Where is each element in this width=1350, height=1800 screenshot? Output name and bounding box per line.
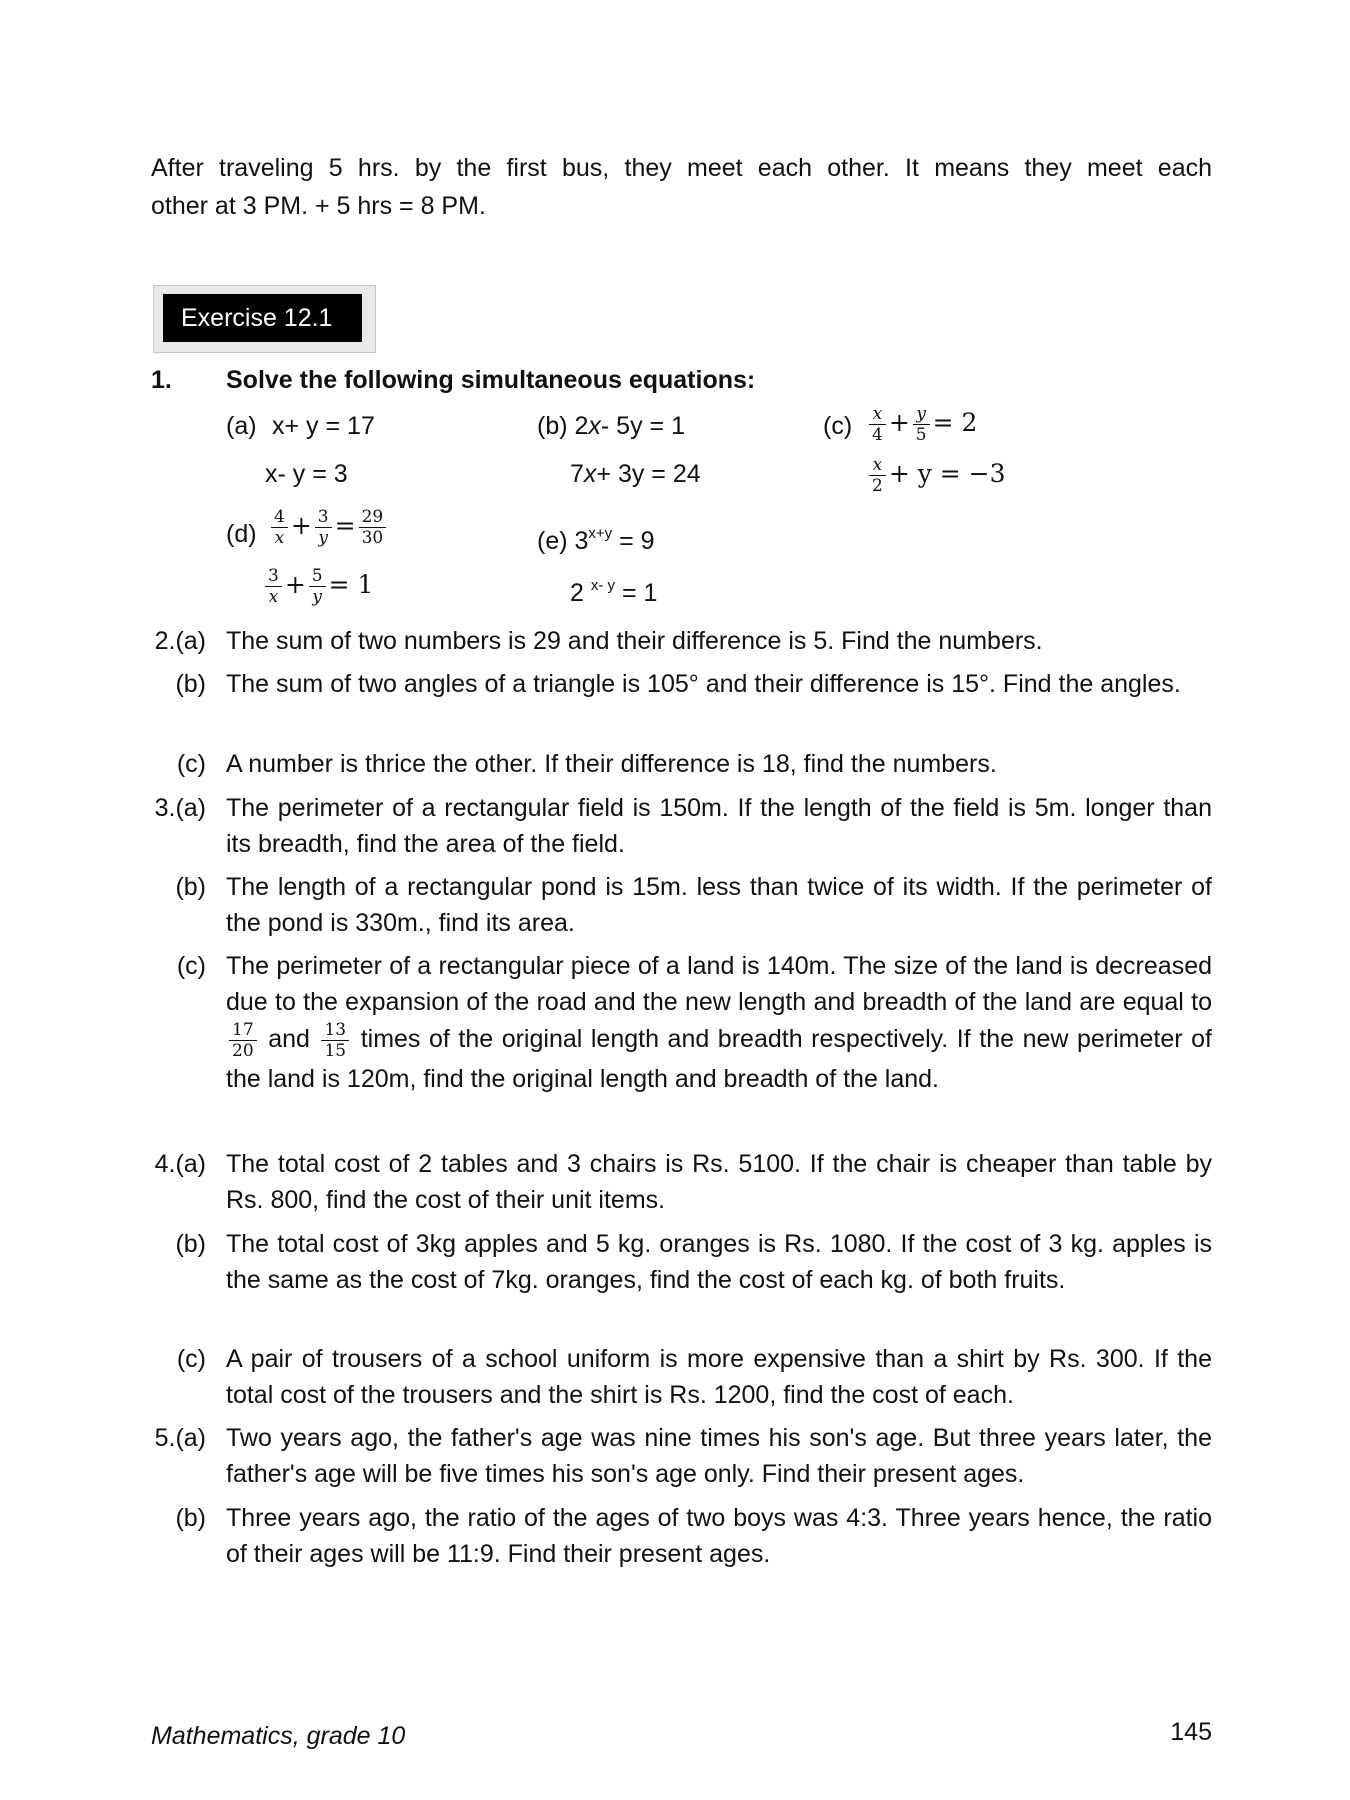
q1c-eq1-rhs: = 2: [932, 408, 978, 437]
q1c-frac-x-4: [869, 404, 886, 445]
q2b-label: (b): [175, 670, 206, 698]
q1e-exp1: x+y: [588, 525, 613, 542]
q4b-text: The total cost of 3kg apples and 5 kg. oranges is Rs. 1080. If the cost of 3 kg. apples is the same as the cost of 7kg. oranges, find the cost of each kg. of both fruits.: [226, 1230, 1212, 1294]
q1c-frac-y-5: [913, 404, 930, 445]
intro-line-2: other at 3 PM. + 5 hrs = 8 PM.: [151, 192, 486, 220]
q1b-var-x: x: [588, 412, 601, 440]
frac-den: 30: [361, 528, 384, 548]
q2b-text: The sum of two angles of a triangle is 105° and their difference is 15°. Find the angles.: [226, 670, 1181, 698]
frac-num: x: [872, 404, 883, 424]
q1d-eq2-rhs: = 1: [328, 570, 374, 599]
q1e-label: (e) 3: [537, 527, 589, 555]
q3c-text-part2: times of the original length and breadth respectively. If the new perimeter of the land is 120m, find the original length and breadth of the land.: [226, 1025, 1212, 1093]
frac-den: 2: [872, 476, 883, 496]
q3c-text-and: and: [268, 1025, 310, 1054]
footer-book-title: Mathematics, grade 10: [151, 1722, 406, 1750]
q1e-eq1-rhs: = 9: [612, 527, 655, 555]
q1a-label: (a): [226, 412, 257, 440]
q1b-eq2-var-x: x: [583, 460, 597, 488]
q4c-text: A pair of trousers of a school uniform is more expensive than a shirt by Rs. 300. If the total cost of the trousers and the shirt is Rs. 1200, find the cost of each.: [226, 1345, 1212, 1409]
q1a-eq2: x- y = 3: [265, 460, 348, 488]
q1b-eq2: [570, 456, 701, 492]
q1b-eq1: [537, 408, 685, 444]
q2c-text: A number is thrice the other. If their difference is 18, find the numbers.: [226, 750, 997, 778]
q3b-label: (b): [175, 873, 206, 901]
exercise-box: [153, 285, 376, 353]
q1c-eq1: $\frac{x}{4}$ + $\frac{y}{5}$ = 2: [866, 404, 977, 445]
q5b-label: (b): [175, 1504, 206, 1532]
frac-den: 5: [915, 425, 927, 445]
frac-num: 4: [271, 507, 288, 528]
q1a-eq1: x+ y = 17: [272, 412, 375, 440]
q1d-frac-3-y: [315, 507, 332, 548]
frac-den: x: [268, 587, 279, 607]
q1b-label: (b) 2: [537, 412, 589, 440]
frac-num: y: [916, 404, 926, 424]
q1c-label: (c): [823, 412, 853, 440]
q3c-frac-13-15: [321, 1020, 349, 1061]
q1e-eq2: [570, 568, 657, 611]
q1d-frac-5-y: [309, 566, 326, 607]
frac-den: y: [318, 528, 328, 548]
q5a-label: 5.(a): [154, 1424, 206, 1452]
q1e-eq1: [537, 516, 655, 559]
frac-num: 13: [321, 1020, 349, 1041]
q1b-eq2-coef: 7: [570, 460, 584, 488]
intro-line-1: After traveling 5 hrs. by the first bus, they meet each other. It means they meet each: [151, 154, 1212, 182]
q4b-label: (b): [175, 1230, 206, 1258]
q4a-text: The total cost of 2 tables and 3 chairs is Rs. 5100. If the chair is cheaper than table by Rs. 800, find the cost of their unit items.: [226, 1150, 1212, 1214]
q3c-frac-17-20: [229, 1020, 257, 1061]
q1d-eq1: $\frac{4}{x}$ + $\frac{3}{y}$ = $\frac{29}{30}$: [268, 507, 389, 548]
frac-den: y: [312, 587, 322, 607]
footer-page-number: 145: [1170, 1718, 1212, 1746]
frac-den: 20: [232, 1041, 254, 1061]
frac-num: 5: [309, 566, 326, 587]
frac-num: 17: [229, 1020, 257, 1041]
q1-number: 1.: [151, 366, 172, 394]
q3c-label: (c): [176, 952, 206, 980]
q1c-frac-x-2: [869, 455, 886, 496]
q1b-eq2-rest: + 3y = 24: [596, 460, 701, 488]
frac-den: 15: [324, 1041, 347, 1061]
frac-num: 3: [315, 507, 332, 528]
q2c-label: (c): [176, 750, 206, 778]
q5a-text: Two years ago, the father's age was nine times his son's age. But three years later, the father's age will be five times his son's age only. Find their present ages.: [226, 1424, 1212, 1488]
frac-num: 29: [359, 507, 387, 528]
q1d-label: (d): [226, 520, 257, 548]
q1b-eq1-rest: - 5y = 1: [600, 412, 685, 440]
q4c-label: (c): [176, 1345, 206, 1373]
q1c-eq2: [866, 455, 1006, 496]
q1d-frac-3-x: [265, 566, 282, 607]
q5b-text: Three years ago, the ratio of the ages of two boys was 4:3. Three years hence, the ratio of their ages will be 11:9. Find their present ages.: [226, 1504, 1212, 1568]
frac-num: 3: [265, 566, 282, 587]
q2a-label: 2.(a): [154, 627, 206, 655]
frac-num: x: [872, 455, 883, 475]
q1-heading: Solve the following simultaneous equations:: [226, 366, 756, 394]
q3b-text: The length of a rectangular pond is 15m. less than twice of its width. If the perimeter of the pond is 330m., find its area.: [226, 873, 1212, 937]
q1e-eq2-rhs: = 1: [615, 579, 658, 607]
q1d-eq1-equals: =: [334, 511, 356, 540]
frac-den: 4: [872, 425, 883, 445]
q3a-text: The perimeter of a rectangular field is 150m. If the length of the field is 5m. longer than its breadth, find the area of the field.: [226, 794, 1212, 858]
q1d-eq2: $\frac{3}{x}$ + $\frac{5}{y}$ = 1: [262, 566, 373, 607]
q3c-text-part1: The perimeter of a rectangular piece of a land is 140m. The size of the land is decreased due to the expansion of the road and the new length and breadth of the land are equal to: [226, 952, 1212, 1016]
q3a-label: 3.(a): [154, 794, 206, 822]
exercise-title: Exercise 12.1: [163, 294, 362, 342]
q1e-base2: 2: [570, 579, 584, 607]
q1c-eq2-rhs: + y = −3: [888, 459, 1006, 488]
q1d-frac-29-30: [359, 507, 387, 548]
q3c-text: [226, 948, 1212, 1097]
q2a-text: The sum of two numbers is 29 and their difference is 5. Find the numbers.: [226, 627, 1043, 655]
q1d-frac-4-x: [271, 507, 288, 548]
q1e-exp2: x- y: [590, 577, 616, 594]
q4a-label: 4.(a): [154, 1150, 206, 1178]
frac-den: x: [274, 528, 285, 548]
